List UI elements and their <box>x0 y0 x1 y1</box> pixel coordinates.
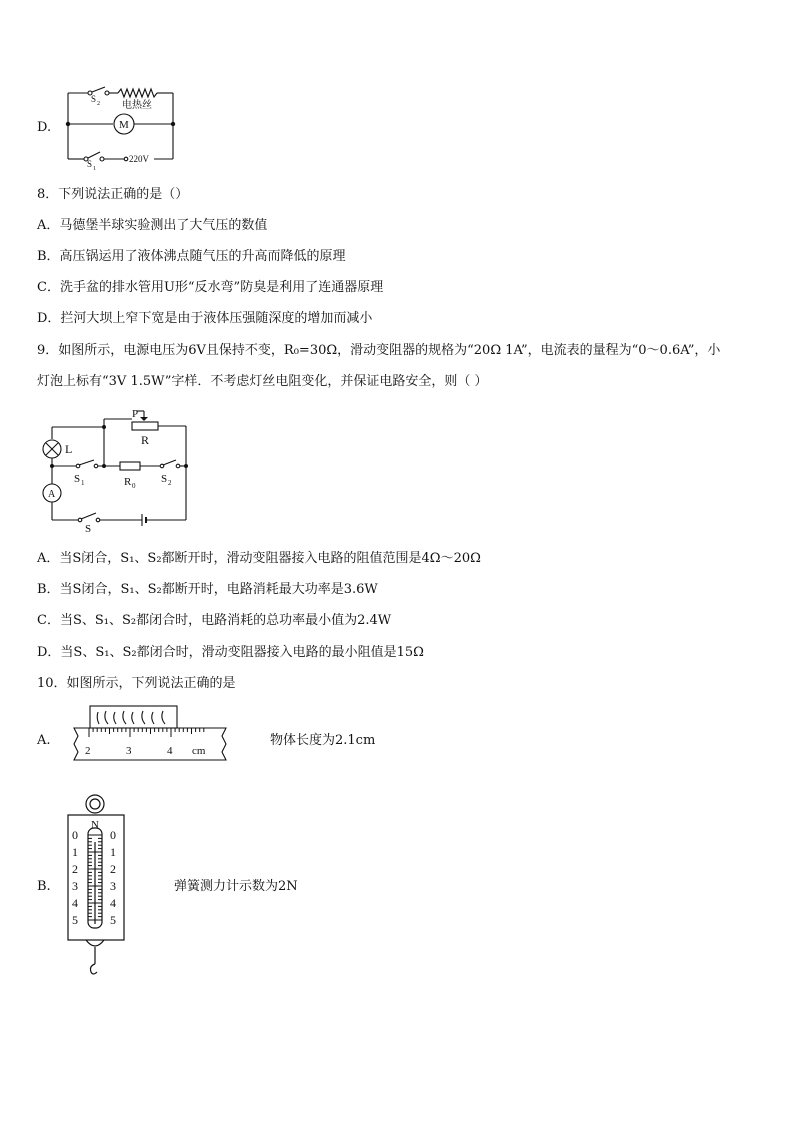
q9-label-l: L <box>65 442 73 456</box>
ruler-tick-label-4: 4 <box>167 745 173 757</box>
q10-option-a-label: A. <box>37 733 51 748</box>
q9-label-r0-sub: 0 <box>132 482 136 490</box>
q9-label-r0: R <box>124 476 132 488</box>
q9-circuit-diagram <box>36 406 196 535</box>
q7-label-s1-sub: 1 <box>93 166 96 172</box>
q9-stem-line1: 9．如图所示，电源电压为6V且保持不变，R₀=30Ω，滑动变阻器的规格为“20Ω 1A”，电流表的量程为“0～0.6A”，小 <box>37 343 721 358</box>
q7-label-heater: 电热丝 <box>122 100 152 111</box>
q10-option-a-text: 物体长度为2.1cm <box>270 733 376 748</box>
q9-option-a: A．当S闭合，S₁、S₂都断开时，滑动变阻器接入电路的阻值范围是4Ω～20Ω <box>37 551 481 566</box>
q7-label-s2-sub: 2 <box>97 101 100 107</box>
scale-left-2: 2 <box>72 862 78 876</box>
scale-right-4: 4 <box>110 896 116 910</box>
q7-label-voltage: 220V <box>129 154 149 164</box>
q9-option-b: B．当S闭合，S₁、S₂都断开时，电路消耗最大功率是3.6W <box>37 582 378 597</box>
ruler-tick-label-3: 3 <box>126 745 132 757</box>
q8-stem: 8．下列说法正确的是（） <box>37 187 189 202</box>
q7-label-motor: M <box>119 119 129 131</box>
spring-scale-unit-n: N <box>91 819 99 831</box>
q8-option-c: C．洗手盆的排水管用U形“反水弯”防臭是利用了连通器原理 <box>37 280 384 295</box>
scale-right-0: 0 <box>110 828 116 842</box>
q9-option-c: C．当S、S₁、S₂都闭合时，电路消耗的总功率最小值为2.4W <box>37 613 392 628</box>
scale-left-3: 3 <box>72 879 78 893</box>
q8-option-d: D．拦河大坝上窄下宽是由于液体压强随深度的增加而减小 <box>37 311 373 326</box>
scale-right-3: 3 <box>110 879 116 893</box>
q9-stem-line2: 灯泡上标有“3V 1.5W”字样．不考虑灯丝电阻变化，并保证电路安全，则（ ） <box>37 374 488 389</box>
q9-label-r: R <box>141 433 150 447</box>
ruler-unit-label: cm <box>192 745 206 757</box>
scale-left-4: 4 <box>72 896 78 910</box>
scale-left-1: 1 <box>72 845 78 859</box>
q9-label-s: S <box>85 523 92 535</box>
q10-option-b-label: B. <box>37 879 51 894</box>
q10-stem: 10．如图所示，下列说法正确的是 <box>37 676 236 691</box>
q10-spring-scale-figure <box>62 792 134 984</box>
q7-label-s1: S <box>87 159 93 169</box>
q10-ruler-figure <box>68 702 230 764</box>
scale-right-2: 2 <box>110 862 116 876</box>
scale-left-5: 5 <box>72 913 78 927</box>
scale-right-1: 1 <box>110 845 116 859</box>
q9-option-d: D．当S、S₁、S₂都闭合时，滑动变阻器接入电路的最小阻值是15Ω <box>37 645 424 660</box>
q8-option-b: B．高压锅运用了液体沸点随气压的升高而降低的原理 <box>37 249 346 264</box>
q7-circuit-diagram-d <box>60 84 182 170</box>
q9-label-s1-sub: 1 <box>81 479 85 487</box>
q9-label-s2-sub: 2 <box>168 479 172 487</box>
q10-option-b-text: 弹簧测力计示数为2N <box>174 879 298 894</box>
q9-label-p: P <box>132 408 139 420</box>
q7-option-d-label: D. <box>37 120 52 135</box>
scale-left-0: 0 <box>72 828 78 842</box>
q7-label-s2: S <box>91 94 97 104</box>
q9-label-s2: S <box>161 473 168 485</box>
ruler-tick-label-2: 2 <box>85 745 91 757</box>
scale-right-5: 5 <box>110 913 116 927</box>
q8-option-a: A．马德堡半球实验测出了大气压的数值 <box>37 218 268 233</box>
q9-label-s1: S <box>74 473 81 485</box>
q9-label-ammeter: A <box>48 489 56 500</box>
